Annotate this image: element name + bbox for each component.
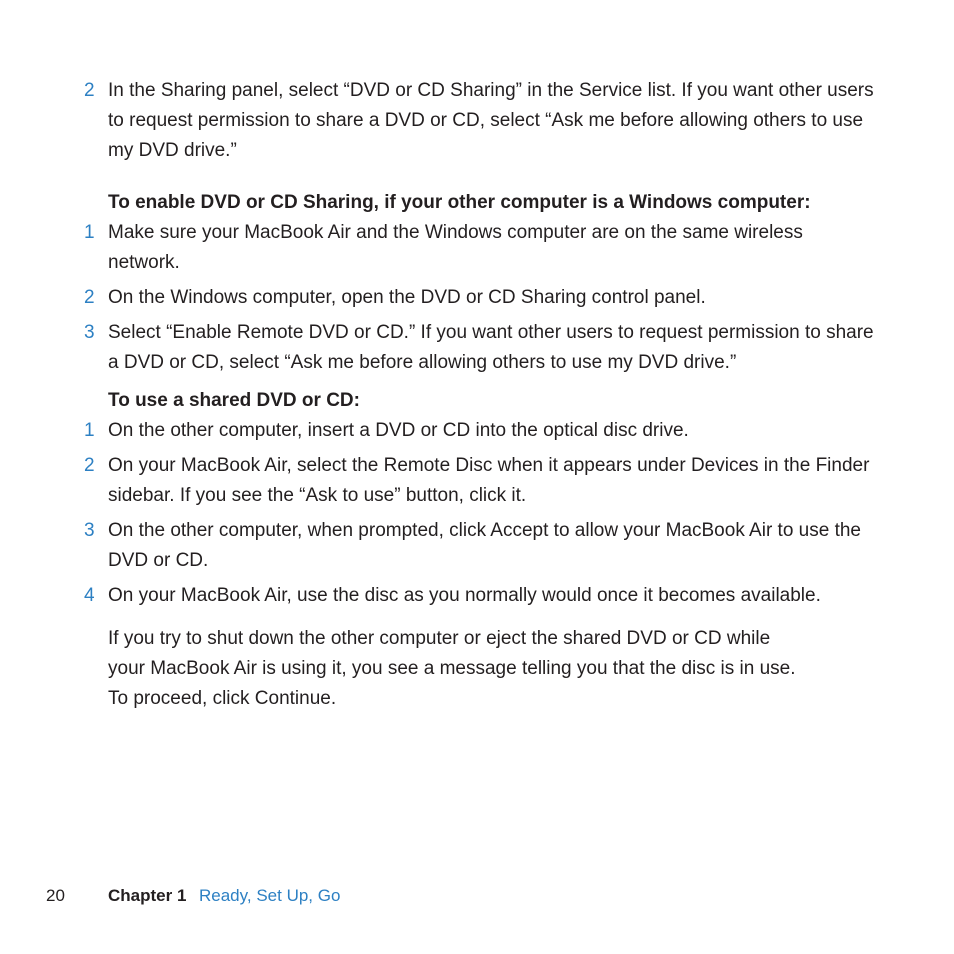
page-number: 20 bbox=[46, 886, 65, 905]
section-heading-use: To use a shared DVD or CD: bbox=[108, 390, 360, 411]
note-line: your MacBook Air is using it, you see a message telling you that the disc is in use. bbox=[108, 658, 796, 679]
note-paragraph bbox=[0, 624, 848, 714]
note-line: If you try to shut down the other computer or eject the shared DVD or CD while bbox=[108, 628, 771, 649]
note-line: To proceed, click Continue. bbox=[108, 688, 337, 709]
step-text: On the other computer, when prompted, click Accept to allow your MacBook Air to use the DVD or CD. bbox=[108, 520, 861, 571]
step-text: In the Sharing panel, select “DVD or CD Sharing” in the Service list. If you want other users to request permission to share a DVD or CD, select “Ask me before allowing others to use my DVD drive.” bbox=[108, 80, 874, 161]
step-item bbox=[0, 318, 878, 378]
step-item bbox=[0, 218, 878, 278]
step-number: 1 bbox=[84, 420, 95, 441]
step-text: On your MacBook Air, use the disc as you normally would once it becomes available. bbox=[108, 585, 821, 606]
step-number: 2 bbox=[84, 287, 95, 308]
step-number: 3 bbox=[84, 520, 95, 541]
step-number: 2 bbox=[84, 80, 95, 101]
step-item bbox=[0, 76, 878, 166]
step-number: 4 bbox=[84, 585, 95, 606]
chapter-title: Ready, Set Up, Go bbox=[199, 886, 341, 905]
step-text: Select “Enable Remote DVD or CD.” If you want other users to request permission to share a DVD or CD, select “Ask me before allowing others to use my DVD drive.” bbox=[108, 322, 874, 373]
step-text: Make sure your MacBook Air and the Windows computer are on the same wireless network. bbox=[108, 222, 803, 273]
step-item bbox=[0, 451, 878, 511]
step-item bbox=[0, 581, 878, 611]
step-number: 1 bbox=[84, 222, 95, 243]
step-item bbox=[0, 283, 878, 313]
page-content bbox=[0, 76, 954, 714]
step-text: On the Windows computer, open the DVD or CD Sharing control panel. bbox=[108, 287, 706, 308]
step-item bbox=[0, 516, 878, 576]
chapter-label: Chapter 1 bbox=[108, 886, 187, 905]
step-number: 3 bbox=[84, 322, 95, 343]
step-text: On your MacBook Air, select the Remote Disc when it appears under Devices in the Finder sidebar. If you see the “Ask to use” button, click it. bbox=[108, 455, 870, 506]
step-item bbox=[0, 416, 878, 446]
step-text: On the other computer, insert a DVD or CD into the optical disc drive. bbox=[108, 420, 689, 441]
step-number: 2 bbox=[84, 455, 95, 476]
section-heading-windows: To enable DVD or CD Sharing, if your other computer is a Windows computer: bbox=[108, 192, 811, 213]
